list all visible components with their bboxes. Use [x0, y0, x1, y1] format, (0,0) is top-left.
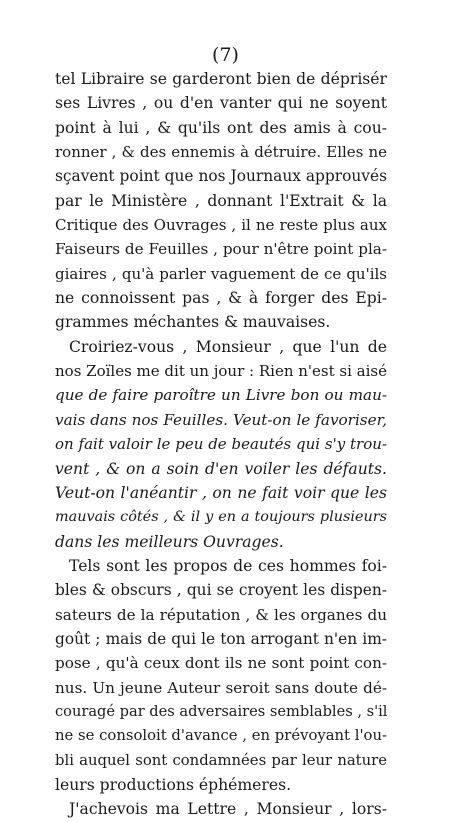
text-line: ne connoissent pas , & à forger des Epi- — [55, 289, 387, 308]
text-line: que de faire paroître un Livre bon ou mau- — [55, 386, 387, 405]
text-line: tel Libraire se garderont bien de déprisér — [55, 70, 387, 88]
text-line: Critique des Ouvrages , il ne reste plus aux — [55, 216, 387, 235]
text-line: nus. Un jeune Auteur seroit sans doute dé- — [55, 678, 387, 697]
text-line: on fait valoir le peu de beautés qui s'y trou- — [55, 435, 387, 454]
text-line: Veut-on l'anéantir , on ne fait voir que les — [55, 483, 387, 502]
text-line: par le Ministère , donnant l'Extrait & la — [55, 191, 387, 210]
text-line: Faiseurs de Feuilles , pour n'être point pla- — [55, 240, 387, 259]
page-number: (7) — [212, 44, 239, 66]
text-line: J'achevois ma Lettre , Monsieur , lors- — [69, 800, 387, 819]
text-line: bles & obscurs , qui se croyent les dispen- — [55, 581, 387, 600]
text-line: mauvais côtés , & il y en a toujours plusieurs — [55, 509, 387, 526]
text-line: pose , qu'à ceux dont ils ne sont point con- — [55, 654, 387, 673]
text-line: couragé par des adversaires semblables , s'il — [55, 702, 388, 720]
text-line: ne se consoloit d'avance , en prévoyant l'ou- — [55, 727, 387, 745]
text-line: ronner , & des ennemis à détruire. Elles ne — [55, 143, 387, 162]
text-line: goût ; mais de qui le ton arrogant n'en im- — [55, 629, 387, 648]
text-line: nos Zoïles me dit un jour : Rien n'est si aisé — [55, 362, 387, 381]
text-line: dans les meilleurs Ouvrages. — [55, 532, 284, 551]
text-line: sçavent point que nos Journaux approuvés — [55, 167, 387, 186]
text-line: leurs productions éphémeres. — [55, 775, 292, 794]
body-text — [55, 67, 387, 822]
text-line: Croiriez-vous , Monsieur , que l'un de — [69, 337, 387, 356]
text-line: ses Livres , ou d'en vanter qui ne soyent — [55, 94, 387, 113]
text-line: vent , & on a soin d'en voiler les défauts. — [55, 459, 387, 478]
text-line: Tels sont les propos de ces hommes foi- — [69, 556, 387, 575]
text-line: bli auquel sont condamnées par leur nature — [55, 751, 387, 769]
text-line: sateurs de la réputation , & les organes du — [55, 605, 387, 624]
text-line: vais dans nos Feuilles. Veut-on le favoriser, — [55, 410, 387, 429]
text-line: point à lui , & qu'ils ont des amis à cou- — [55, 118, 387, 137]
text-line: grammes méchantes & mauvaises. — [55, 313, 331, 332]
text-line: giaires , qu'à parler vaguement de ce qu'ils — [55, 264, 387, 283]
